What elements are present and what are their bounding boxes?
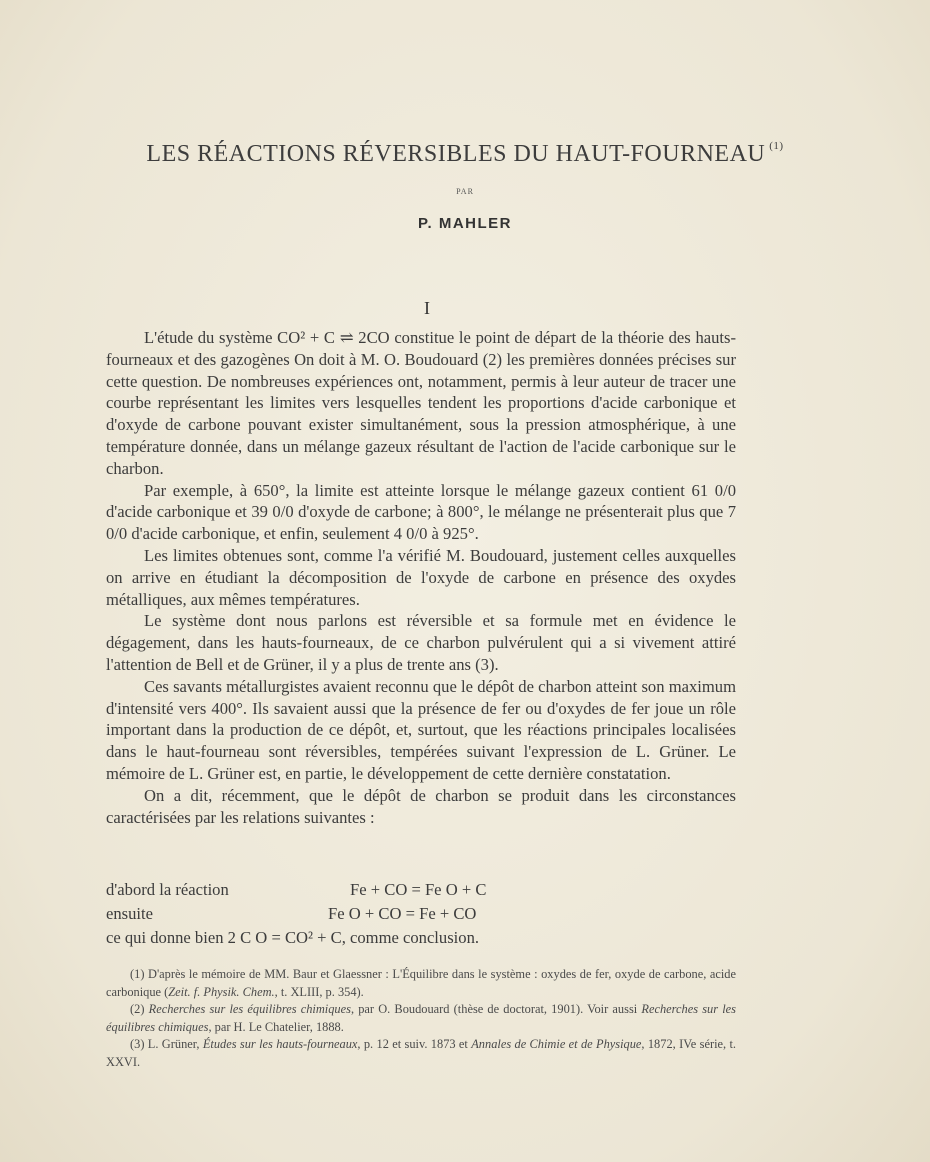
footnote-citation: Recherches sur les équilibres chimiques <box>148 1002 351 1017</box>
footnote-citation: Études sur les hauts-fourneaux <box>202 1037 358 1052</box>
title-footnote-mark: (1) <box>769 140 784 152</box>
footnote <box>106 966 736 1001</box>
article-title <box>0 140 930 168</box>
footnote-citation: Annales de Chimie et de Physique <box>471 1037 642 1052</box>
footnotes <box>106 966 736 1072</box>
paragraph: Les limites obtenues sont, comme l'a vérifié M. Boudouard, justement celles auxquelles on arrive en étudiant la décomposition de l'oxyde de carbone en présence des oxydes métalliques, aux mêmes températures. <box>106 545 736 609</box>
paragraph: Le système dont nous parlons est réversible et sa formule met en évidence le dégagement, dans les hauts-fourneaux, de ce charbon pulvérulent qui a si vivement attiré l'attention de Bell et de Grüner, il y a plus de trente ans (3). <box>106 611 736 674</box>
footnote <box>106 1001 736 1036</box>
paragraph: Par exemple, à 650°, la limite est atteinte lorsque le mélange gazeux contient 61 0/0 d'acide carbonique et 39 0/0 d'oxyde de carbone; à 800°, le mélange ne présenterait plus que 7 0/0 d'acide carbonique, et enfin, seulement 4 0/0 à 925°. <box>106 480 736 544</box>
par-label: PAR <box>456 187 474 196</box>
reaction-equation: Fe + CO = Fe O + C <box>350 880 487 899</box>
footnote-citation: Recherches sur les équilibres chimiques <box>106 1002 736 1034</box>
reaction-label: d'abord la réaction <box>106 880 229 899</box>
paragraph: On a dit, récemment, que le dépôt de charbon se produit dans les circonstances caractérisées par les relations suivantes : <box>106 785 736 827</box>
reaction-equation: Fe O + CO = Fe + CO <box>328 904 477 923</box>
title-text: LES RÉACTIONS RÉVERSIBLES DU HAUT-FOURNEAU <box>146 141 766 167</box>
footnote-citation: Zeit. f. Physik. Chem. <box>168 984 275 999</box>
conclusion-line: ce qui donne bien 2 C O = CO² + C, comme conclusion. <box>106 928 480 947</box>
footnote-text: , par H. Le Chatelier, 1888. <box>208 1019 344 1034</box>
paragraph: L'étude du système CO² + C ⇌ 2CO constitue le point de départ de la théorie des hauts-fourneaux et des gazogènes On doit à M. O. Boudouard (2) les premières données précises sur cette question. De nombreuses expériences ont, notamment, permis à leur auteur de tracer une courbe représentant les limites vers lesquelles tendent les proportions d'acide carbonique et d'oxyde de carbone pouvant exister simultanément, sous la pression atmosphérique, à une température donnée, dans un mélange gazeux résultant de l'action de l'acide carbonique sur le charbon. <box>106 328 736 478</box>
footnote-text: , p. 12 et suiv. 1873 et <box>357 1037 472 1052</box>
reaction-label: ensuite <box>106 904 154 923</box>
body-text <box>106 327 736 828</box>
footnote-text: , 1872, IVe série, t. XXVI. <box>106 1037 736 1069</box>
paragraph: Ces savants métallurgistes avaient reconnu que le dépôt de charbon atteint son maximum d'intensité vers 400°. Ils savaient aussi que la présence de fer ou d'oxydes de fer joue un rôle important dans la production de ce dépôt, et, surtout, que les réactions principales localisées dans le haut-fourneau sont réversibles, tempérées suivant l'expression de L. Grüner. Le mémoire de L. Grüner est, en partie, le développement de cette dernière constatation. <box>106 676 736 783</box>
footnote-text: (1) D'après le mémoire de MM. Baur et Glaessner : L'Équilibre dans le système : oxydes de fer, oxyde de carbone, acide carbonique ( <box>106 967 736 999</box>
footnote-text: , t. XLIII, p. 354). <box>274 984 364 999</box>
footnote-text: (2) <box>130 1002 149 1017</box>
footnote-text: , par O. Boudouard (thèse de doctorat, 1901). Voir aussi <box>350 1002 642 1017</box>
footnote <box>106 1036 736 1071</box>
section-number: I <box>424 298 430 318</box>
author-name: P. MAHLER <box>417 215 513 232</box>
footnote-text: (3) L. Grüner, <box>130 1037 203 1052</box>
